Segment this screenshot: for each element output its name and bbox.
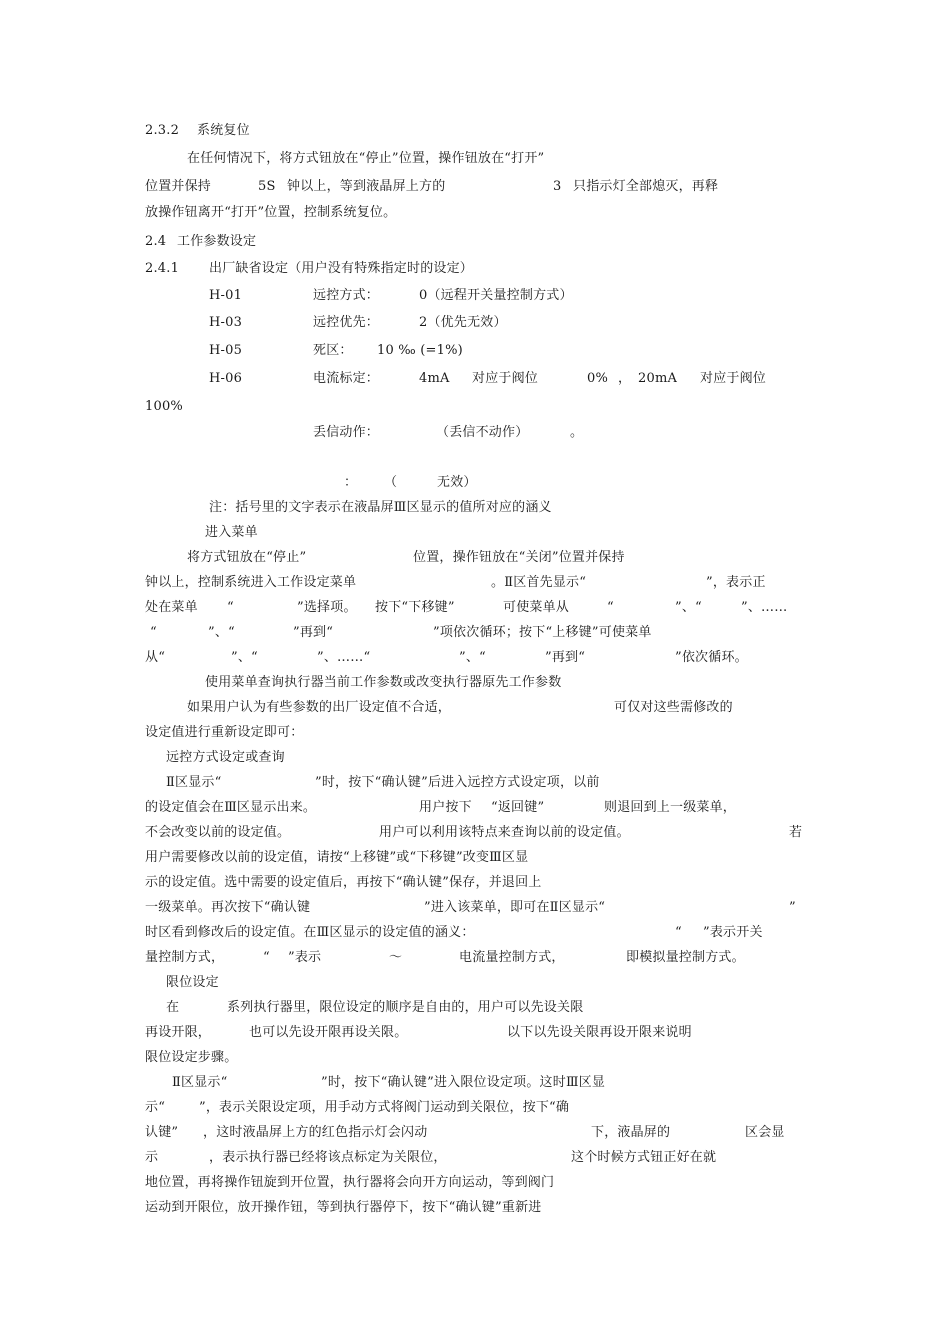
text-line — [0, 424, 950, 446]
text-segment: “ — [675, 925, 682, 940]
text-segment: ”、“ — [675, 600, 702, 615]
text-segment: “返回键” — [491, 800, 545, 815]
text-segment: 限位设定步骤。 — [145, 1050, 238, 1065]
text-segment: ”、“ — [208, 625, 235, 640]
text-line — [0, 233, 950, 255]
text-line — [0, 824, 950, 846]
text-segment: 可仅对这些需修改的 — [614, 700, 733, 715]
text-segment: H-01 — [209, 288, 243, 303]
text-segment: ”再到“ — [545, 650, 586, 665]
text-segment: 2（优先无效） — [419, 315, 507, 330]
text-segment: 用户可以利用该特点来查询以前的设定值。 — [379, 825, 630, 840]
text-segment: 2.4 — [145, 234, 167, 249]
text-line — [0, 342, 950, 364]
text-segment: “ — [227, 600, 234, 615]
text-segment: 无效） — [437, 475, 477, 490]
text-line — [0, 849, 950, 871]
text-line — [0, 699, 950, 721]
text-segment: 进入菜单 — [205, 525, 258, 540]
text-segment: 在 — [166, 1000, 180, 1015]
text-line — [0, 122, 950, 144]
text-segment: 。Ⅱ区首先显示“ — [491, 575, 587, 590]
text-line — [0, 724, 950, 746]
text-line — [0, 1099, 950, 1121]
text-segment: 不会改变以前的设定值。 — [145, 825, 291, 840]
text-line — [0, 999, 950, 1021]
text-segment: H-03 — [209, 315, 243, 330]
text-line — [0, 774, 950, 796]
text-segment: 认键” — [145, 1125, 179, 1140]
text-line — [0, 1024, 950, 1046]
text-line — [0, 899, 950, 921]
text-segment: 如果用户认为有些参数的出厂设定值不合适， — [187, 700, 452, 715]
text-line — [0, 874, 950, 896]
text-segment: “ — [607, 600, 614, 615]
text-segment: ，表示执行器已经将该点标定为关限位， — [209, 1150, 447, 1165]
text-line — [0, 749, 950, 771]
text-segment: 2.3.2 — [145, 123, 180, 138]
text-segment: ： — [344, 475, 358, 490]
text-segment: 按下“下移键” — [375, 600, 455, 615]
text-segment: 示 — [145, 1150, 159, 1165]
text-segment: 位置并保持 — [145, 179, 212, 194]
text-segment: 2.4.1 — [145, 261, 180, 276]
text-line — [0, 370, 950, 392]
text-segment: ”进入该菜单，即可在Ⅱ区显示“ — [424, 900, 606, 915]
text-segment: 10 ‰ (=1%) — [377, 343, 463, 358]
text-line — [0, 524, 950, 546]
text-segment: ”、……“ — [317, 650, 371, 665]
text-line — [0, 599, 950, 621]
text-segment: 远控优先： — [313, 315, 380, 330]
text-segment: 死区： — [313, 343, 353, 358]
text-segment: ，这时液晶屏上方的红色指示灯会闪动 — [203, 1125, 428, 1140]
text-segment: 0（远程开关量控制方式） — [419, 288, 573, 303]
text-segment: 时区看到修改后的设定值。在Ⅲ区显示的设定值的涵义： — [145, 925, 475, 940]
text-segment: 放操作钮离开“打开”位置，控制系统复位。 — [145, 205, 397, 220]
text-segment: 100% — [145, 399, 183, 414]
text-segment: 系统复位 — [197, 123, 250, 138]
text-segment: 可使菜单从 — [503, 600, 570, 615]
text-line — [0, 549, 950, 571]
text-segment: 再设开限， — [145, 1025, 212, 1040]
text-segment: 电流量控制方式， — [459, 950, 565, 965]
text-segment: Ⅱ区显示“ — [166, 775, 222, 790]
text-segment: “ — [263, 950, 270, 965]
text-line — [0, 314, 950, 336]
text-segment: ”再到“ — [293, 625, 334, 640]
text-segment: 若 — [789, 825, 803, 840]
text-line — [0, 474, 950, 496]
text-segment: ”表示 — [288, 950, 322, 965]
text-segment: 也可以先设开限再设关限。 — [249, 1025, 408, 1040]
text-segment: 示“ — [145, 1100, 166, 1115]
text-segment: 电流标定： — [313, 371, 380, 386]
text-segment: 设定值进行重新设定即可： — [145, 725, 304, 740]
text-segment: 地位置，再将操作钮旋到开位置，执行器将会向开方向运动，等到阀门 — [145, 1175, 555, 1190]
text-segment: （ — [384, 475, 398, 490]
text-segment: 以下以先设关限再设开限来说明 — [507, 1025, 692, 1040]
text-segment: 远控方式： — [313, 288, 380, 303]
text-segment: ”、“ — [459, 650, 486, 665]
text-segment: 0% — [587, 371, 609, 386]
text-segment: 系列执行器里，限位设定的顺序是自由的，用户可以先设关限 — [227, 1000, 584, 1015]
text-line — [0, 974, 950, 996]
text-segment: “ — [150, 625, 157, 640]
text-segment: ”表示开关 — [703, 925, 763, 940]
text-segment: （丢信不动作） — [436, 425, 529, 440]
text-segment: 限位设定 — [166, 975, 219, 990]
text-segment: 。 — [570, 425, 584, 440]
text-segment: ”选择项。 — [297, 600, 357, 615]
text-segment: 钟以上，等到液晶屏上方的 — [287, 179, 446, 194]
text-segment: ”、…… — [741, 600, 788, 615]
text-line — [0, 1124, 950, 1146]
text-segment: 这个时候方式钮正好在就 — [571, 1150, 717, 1165]
text-segment: 从“ — [145, 650, 166, 665]
text-segment: ” — [789, 900, 796, 915]
text-segment: 丢信动作： — [313, 425, 380, 440]
text-segment: 4mA — [419, 371, 450, 386]
text-segment: H-06 — [209, 371, 243, 386]
text-line — [0, 499, 950, 521]
text-segment: ”，表示正 — [706, 575, 766, 590]
text-line — [0, 674, 950, 696]
text-line — [0, 398, 950, 420]
text-segment: 3 — [553, 179, 562, 194]
text-line — [0, 624, 950, 646]
text-segment: 在任何情况下，将方式钮放在“停止”位置，操作钮放在“打开” — [187, 151, 545, 166]
text-segment: ”，表示关限设定项，用手动方式将阀门运动到关限位，按下“确 — [199, 1100, 570, 1115]
text-segment: 的设定值会在Ⅲ区显示出来。 — [145, 800, 317, 815]
text-segment: 运动到开限位，放开操作钮，等到执行器停下，按下“确认键”重新进 — [145, 1200, 542, 1215]
text-line — [0, 150, 950, 172]
text-segment: 使用菜单查询执行器当前工作参数或改变执行器原先工作参数 — [205, 675, 562, 690]
text-segment: 则退回到上一级菜单， — [604, 800, 737, 815]
text-segment: 对应于阀位 — [472, 371, 539, 386]
text-segment: ”依次循环。 — [675, 650, 748, 665]
text-segment: 对应于阀位 — [700, 371, 767, 386]
text-segment: ”时，按下“确认键”后进入远控方式设定项，以前 — [315, 775, 600, 790]
text-segment: 只指示灯全部熄灭，再释 — [573, 179, 719, 194]
text-segment: 示的设定值。选中需要的设定值后，再按下“确认键”保存，并退回上 — [145, 875, 542, 890]
text-line — [0, 924, 950, 946]
text-segment: ”项依次循环；按下“上移键”可使菜单 — [433, 625, 652, 640]
text-segment: 20mA — [638, 371, 678, 386]
text-segment: Ⅱ区显示“ — [172, 1075, 228, 1090]
text-segment: 位置，操作钮放在“关闭”位置并保持 — [413, 550, 625, 565]
text-line — [0, 799, 950, 821]
text-segment: 区会显 — [745, 1125, 785, 1140]
text-segment: 一级菜单。再次按下“确认键 — [145, 900, 311, 915]
text-segment: 5S — [258, 179, 276, 194]
text-segment: 将方式钮放在“停止” — [187, 550, 307, 565]
text-segment: 用户需要修改以前的设定值，请按“上移键”或“下移键”改变Ⅲ区显 — [145, 850, 529, 865]
text-segment: 用户按下 — [419, 800, 472, 815]
text-segment: 工作参数设定 — [177, 234, 257, 249]
text-line — [0, 287, 950, 309]
text-segment: 钟以上，控制系统进入工作设定菜单 — [145, 575, 357, 590]
text-line — [0, 1149, 950, 1171]
text-line — [0, 949, 950, 971]
text-segment: 下，液晶屏的 — [591, 1125, 671, 1140]
text-segment: 远控方式设定或查询 — [166, 750, 285, 765]
text-line — [0, 1199, 950, 1221]
text-line — [0, 1174, 950, 1196]
text-segment: 处在菜单 — [145, 600, 198, 615]
text-segment: 量控制方式， — [145, 950, 225, 965]
text-segment: ”、“ — [231, 650, 258, 665]
text-line — [0, 574, 950, 596]
text-segment: 出厂缺省设定（用户没有特殊指定时的设定） — [209, 261, 474, 276]
text-segment: H-05 — [209, 343, 243, 358]
text-line — [0, 1074, 950, 1096]
text-segment: ， — [618, 371, 632, 386]
text-segment: 注：括号里的文字表示在液晶屏Ⅲ区显示的值所对应的涵义 — [209, 500, 552, 515]
text-segment: ～ — [389, 950, 403, 965]
text-line — [0, 260, 950, 282]
text-line — [0, 204, 950, 226]
text-line — [0, 649, 950, 671]
text-segment: ”时，按下“确认键”进入限位设定项。这时Ⅲ区显 — [321, 1075, 606, 1090]
text-line — [0, 1049, 950, 1071]
text-line — [0, 178, 950, 200]
text-segment: 即模拟量控制方式。 — [626, 950, 745, 965]
